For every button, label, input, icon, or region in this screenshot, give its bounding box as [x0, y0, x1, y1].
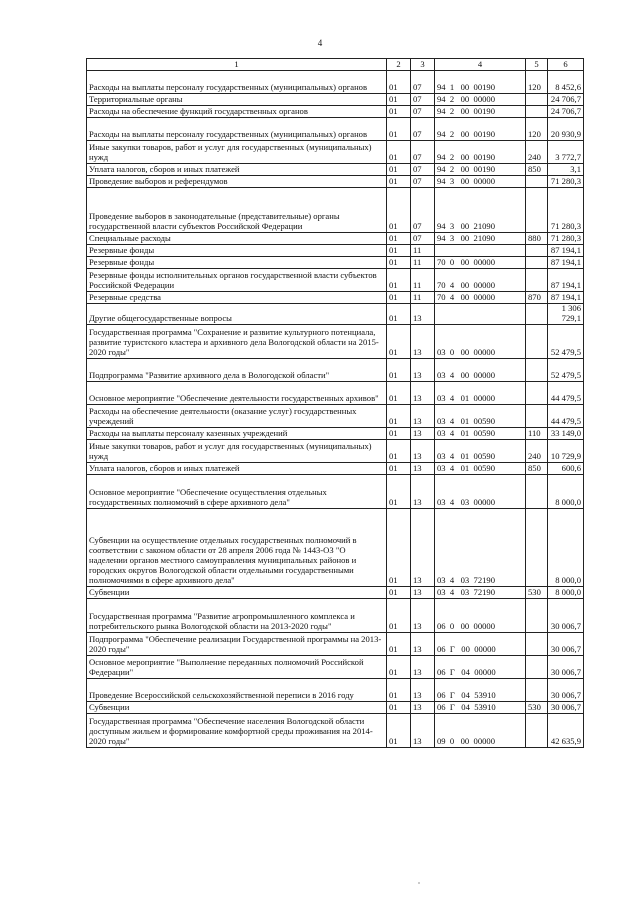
cell-p: 07	[411, 176, 435, 188]
table-row	[87, 462, 584, 474]
header-row	[87, 59, 584, 71]
cell-vr	[526, 655, 548, 678]
cell-sum: 8 000,0	[548, 474, 584, 508]
cell-r: 01	[387, 233, 411, 245]
header-cell: 2	[387, 59, 411, 71]
cell-name: Резервные средства	[87, 292, 387, 304]
cell-sum: 8 000,0	[548, 508, 584, 586]
cell-csr: 94 2 00 00000	[435, 94, 526, 106]
table-row	[87, 586, 584, 598]
cell-name: Расходы на выплаты персоналу государственных (муниципальных) органов	[87, 71, 387, 94]
cell-r: 01	[387, 655, 411, 678]
cell-sum: 44 479,5	[548, 404, 584, 427]
cell-vr: 530	[526, 586, 548, 598]
cell-p: 13	[411, 462, 435, 474]
cell-sum: 87 194,1	[548, 269, 584, 292]
cell-p: 11	[411, 257, 435, 269]
cell-r: 01	[387, 713, 411, 747]
cell-p: 13	[411, 632, 435, 655]
cell-csr: 03 0 00 00000	[435, 324, 526, 358]
table-row	[87, 358, 584, 381]
cell-sum: 71 280,3	[548, 176, 584, 188]
cell-r: 01	[387, 141, 411, 164]
table-row	[87, 141, 584, 164]
cell-p: 07	[411, 71, 435, 94]
cell-csr: 03 4 00 00000	[435, 358, 526, 381]
table-row	[87, 106, 584, 118]
cell-name: Иные закупки товаров, работ и услуг для государственных (муниципальных) нужд	[87, 439, 387, 462]
cell-name: Основное мероприятие "Выполнение переданных полномочий Российской Федерации"	[87, 655, 387, 678]
cell-sum: 8 000,0	[548, 586, 584, 598]
cell-sum: 44 479,5	[548, 381, 584, 404]
cell-p: 07	[411, 164, 435, 176]
cell-r: 01	[387, 304, 411, 325]
table-row	[87, 292, 584, 304]
cell-vr	[526, 304, 548, 325]
cell-sum: 87 194,1	[548, 257, 584, 269]
cell-vr	[526, 678, 548, 701]
cell-name: Уплата налогов, сборов и иных платежей	[87, 164, 387, 176]
cell-vr	[526, 245, 548, 257]
cell-sum: 30 006,7	[548, 632, 584, 655]
cell-name: Государственная программа "Сохранение и развитие культурного потенциала, развитие туристского кластера и архивного дела Вологодской области на 2015-2020 годы"	[87, 324, 387, 358]
cell-r: 01	[387, 462, 411, 474]
cell-p: 13	[411, 701, 435, 713]
cell-sum: 24 706,7	[548, 94, 584, 106]
table-row	[87, 176, 584, 188]
cell-p: 07	[411, 141, 435, 164]
table-row	[87, 632, 584, 655]
cell-name: Резервные фонды	[87, 257, 387, 269]
cell-name: Подпрограмма "Развитие архивного дела в Вологодской области"	[87, 358, 387, 381]
cell-name: Уплата налогов, сборов и иных платежей	[87, 462, 387, 474]
cell-name: Субвенции на осуществление отдельных государственных полномочий в соответствии с законом области от 28 апреля 2006 года № 1443-ОЗ "О наделении органов местного самоуправления муниципальных районов и городских округов Вологодской области отдельными государственными полномочиями в сфере архивного дела"	[87, 508, 387, 586]
cell-p: 13	[411, 713, 435, 747]
table-row	[87, 94, 584, 106]
table-row	[87, 713, 584, 747]
cell-csr: 94 2 00 00190	[435, 141, 526, 164]
table-row	[87, 701, 584, 713]
cell-vr	[526, 106, 548, 118]
cell-vr	[526, 474, 548, 508]
cell-name: Подпрограмма "Обеспечение реализации Государственной программы на 2013-2020 годы"	[87, 632, 387, 655]
table-row	[87, 439, 584, 462]
cell-csr: 03 4 01 00590	[435, 427, 526, 439]
cell-csr: 03 4 03 72190	[435, 508, 526, 586]
table-row	[87, 404, 584, 427]
cell-csr: 06 Г 04 53910	[435, 701, 526, 713]
cell-name: Резервные фонды	[87, 245, 387, 257]
cell-p: 13	[411, 508, 435, 586]
cell-vr: 240	[526, 141, 548, 164]
header-cell: 1	[87, 59, 387, 71]
table-row	[87, 655, 584, 678]
cell-sum: 3,1	[548, 164, 584, 176]
cell-r: 01	[387, 257, 411, 269]
scan-speck	[418, 882, 420, 884]
cell-r: 01	[387, 598, 411, 632]
cell-csr	[435, 304, 526, 325]
cell-vr: 120	[526, 118, 548, 141]
cell-r: 01	[387, 292, 411, 304]
cell-csr: 03 4 03 00000	[435, 474, 526, 508]
cell-r: 01	[387, 474, 411, 508]
cell-sum: 33 149,0	[548, 427, 584, 439]
cell-p: 13	[411, 427, 435, 439]
cell-vr: 850	[526, 462, 548, 474]
table-row	[87, 324, 584, 358]
cell-vr: 530	[526, 701, 548, 713]
cell-vr: 850	[526, 164, 548, 176]
cell-csr: 09 0 00 00000	[435, 713, 526, 747]
cell-vr	[526, 404, 548, 427]
cell-csr: 70 4 00 00000	[435, 292, 526, 304]
cell-r: 01	[387, 701, 411, 713]
cell-r: 01	[387, 118, 411, 141]
cell-name: Расходы на обеспечение деятельности (оказание услуг) государственных учреждений	[87, 404, 387, 427]
table-row	[87, 474, 584, 508]
cell-r: 01	[387, 381, 411, 404]
cell-csr: 03 4 01 00000	[435, 381, 526, 404]
cell-csr: 94 3 00 00000	[435, 176, 526, 188]
cell-r: 01	[387, 71, 411, 94]
cell-vr	[526, 176, 548, 188]
cell-r: 01	[387, 94, 411, 106]
table-row	[87, 598, 584, 632]
cell-sum: 10 729,9	[548, 439, 584, 462]
table-row	[87, 508, 584, 586]
cell-csr: 94 2 00 00190	[435, 118, 526, 141]
cell-sum: 1 306 729,1	[548, 304, 584, 325]
cell-csr: 03 4 01 00590	[435, 462, 526, 474]
cell-name: Иные закупки товаров, работ и услуг для государственных (муниципальных) нужд	[87, 141, 387, 164]
table-row	[87, 304, 584, 325]
cell-r: 01	[387, 176, 411, 188]
cell-csr: 94 3 00 21090	[435, 188, 526, 233]
table-row	[87, 257, 584, 269]
cell-vr	[526, 598, 548, 632]
cell-csr: 94 2 00 00190	[435, 106, 526, 118]
cell-p: 11	[411, 269, 435, 292]
cell-csr: 06 Г 00 00000	[435, 632, 526, 655]
cell-name: Основное мероприятие "Обеспечение осуществления отдельных государственных полномочий в сфере архивного дела"	[87, 474, 387, 508]
cell-name: Расходы на обеспечение функций государственных органов	[87, 106, 387, 118]
cell-vr: 120	[526, 71, 548, 94]
cell-name: Другие общегосударственные вопросы	[87, 304, 387, 325]
cell-p: 13	[411, 474, 435, 508]
cell-vr	[526, 508, 548, 586]
page-number: 4	[317, 38, 323, 48]
cell-p: 07	[411, 106, 435, 118]
cell-r: 01	[387, 188, 411, 233]
cell-vr	[526, 358, 548, 381]
cell-p: 07	[411, 233, 435, 245]
table-row	[87, 678, 584, 701]
cell-p: 13	[411, 598, 435, 632]
cell-p: 13	[411, 381, 435, 404]
cell-name: Территориальные органы	[87, 94, 387, 106]
cell-p: 13	[411, 439, 435, 462]
budget-table	[86, 58, 584, 748]
cell-csr: 03 4 01 00590	[435, 439, 526, 462]
cell-p: 11	[411, 245, 435, 257]
table-row	[87, 381, 584, 404]
table-row	[87, 233, 584, 245]
cell-sum: 600,6	[548, 462, 584, 474]
cell-name: Государственная программа "Развитие агропромышленного комплекса и потребительского рынка Вологодской области на 2013-2020 годы"	[87, 598, 387, 632]
cell-csr: 70 0 00 00000	[435, 257, 526, 269]
cell-vr	[526, 324, 548, 358]
cell-sum: 30 006,7	[548, 678, 584, 701]
cell-r: 01	[387, 106, 411, 118]
cell-name: Проведение Всероссийской сельскохозяйственной переписи в 2016 году	[87, 678, 387, 701]
header-cell: 4	[435, 59, 526, 71]
cell-r: 01	[387, 269, 411, 292]
cell-name: Субвенции	[87, 701, 387, 713]
cell-vr	[526, 269, 548, 292]
table-row	[87, 164, 584, 176]
cell-p: 13	[411, 304, 435, 325]
header-cell: 5	[526, 59, 548, 71]
cell-r: 01	[387, 586, 411, 598]
cell-sum: 30 006,7	[548, 598, 584, 632]
cell-name: Государственная программа "Обеспечение населения Вологодской области доступным жильем и формирование комфортной среды проживания на 2014-2020 годы"	[87, 713, 387, 747]
cell-vr	[526, 381, 548, 404]
cell-p: 07	[411, 94, 435, 106]
cell-name: Проведение выборов и референдумов	[87, 176, 387, 188]
header-cell: 3	[411, 59, 435, 71]
cell-sum: 30 006,7	[548, 701, 584, 713]
cell-csr: 03 4 01 00590	[435, 404, 526, 427]
cell-name: Специальные расходы	[87, 233, 387, 245]
cell-p: 13	[411, 678, 435, 701]
cell-csr: 94 3 00 21090	[435, 233, 526, 245]
table-row	[87, 188, 584, 233]
cell-r: 01	[387, 164, 411, 176]
header-cell: 6	[548, 59, 584, 71]
table-row	[87, 71, 584, 94]
cell-sum: 8 452,6	[548, 71, 584, 94]
cell-name: Основное мероприятие "Обеспечение деятельности государственных архивов"	[87, 381, 387, 404]
cell-sum: 71 280,3	[548, 188, 584, 233]
cell-p: 13	[411, 586, 435, 598]
cell-vr: 110	[526, 427, 548, 439]
cell-vr	[526, 257, 548, 269]
cell-r: 01	[387, 324, 411, 358]
cell-r: 01	[387, 632, 411, 655]
cell-vr	[526, 713, 548, 747]
cell-name: Резервные фонды исполнительных органов государственной власти субъектов Российской Федерации	[87, 269, 387, 292]
cell-r: 01	[387, 678, 411, 701]
table-row	[87, 269, 584, 292]
cell-sum: 24 706,7	[548, 106, 584, 118]
cell-sum: 87 194,1	[548, 245, 584, 257]
cell-csr: 06 Г 04 00000	[435, 655, 526, 678]
cell-vr: 880	[526, 233, 548, 245]
cell-name: Субвенции	[87, 586, 387, 598]
cell-p: 13	[411, 324, 435, 358]
cell-sum: 52 479,5	[548, 324, 584, 358]
cell-r: 01	[387, 439, 411, 462]
cell-r: 01	[387, 358, 411, 381]
cell-csr: 06 Г 04 53910	[435, 678, 526, 701]
cell-r: 01	[387, 245, 411, 257]
cell-p: 13	[411, 404, 435, 427]
table-row	[87, 245, 584, 257]
cell-r: 01	[387, 427, 411, 439]
cell-p: 13	[411, 358, 435, 381]
cell-csr	[435, 245, 526, 257]
cell-csr: 03 4 03 72190	[435, 586, 526, 598]
cell-sum: 42 635,9	[548, 713, 584, 747]
cell-sum: 87 194,1	[548, 292, 584, 304]
cell-vr	[526, 94, 548, 106]
cell-r: 01	[387, 404, 411, 427]
cell-vr	[526, 632, 548, 655]
cell-p: 07	[411, 118, 435, 141]
cell-csr: 70 4 00 00000	[435, 269, 526, 292]
cell-name: Расходы на выплаты персоналу государственных (муниципальных) органов	[87, 118, 387, 141]
cell-p: 13	[411, 655, 435, 678]
table-row	[87, 118, 584, 141]
cell-r: 01	[387, 508, 411, 586]
cell-name: Проведение выборов в законодательные (представительные) органы государственной власти субъектов Российской Федерации	[87, 188, 387, 233]
cell-csr: 94 2 00 00190	[435, 164, 526, 176]
table-row	[87, 427, 584, 439]
cell-sum: 71 280,3	[548, 233, 584, 245]
cell-name: Расходы на выплаты персоналу казенных учреждений	[87, 427, 387, 439]
cell-vr	[526, 188, 548, 233]
cell-p: 11	[411, 292, 435, 304]
cell-csr: 94 1 00 00190	[435, 71, 526, 94]
cell-vr: 870	[526, 292, 548, 304]
cell-sum: 30 006,7	[548, 655, 584, 678]
cell-sum: 3 772,7	[548, 141, 584, 164]
cell-csr: 06 0 00 00000	[435, 598, 526, 632]
cell-p: 07	[411, 188, 435, 233]
cell-sum: 20 930,9	[548, 118, 584, 141]
cell-vr: 240	[526, 439, 548, 462]
cell-sum: 52 479,5	[548, 358, 584, 381]
